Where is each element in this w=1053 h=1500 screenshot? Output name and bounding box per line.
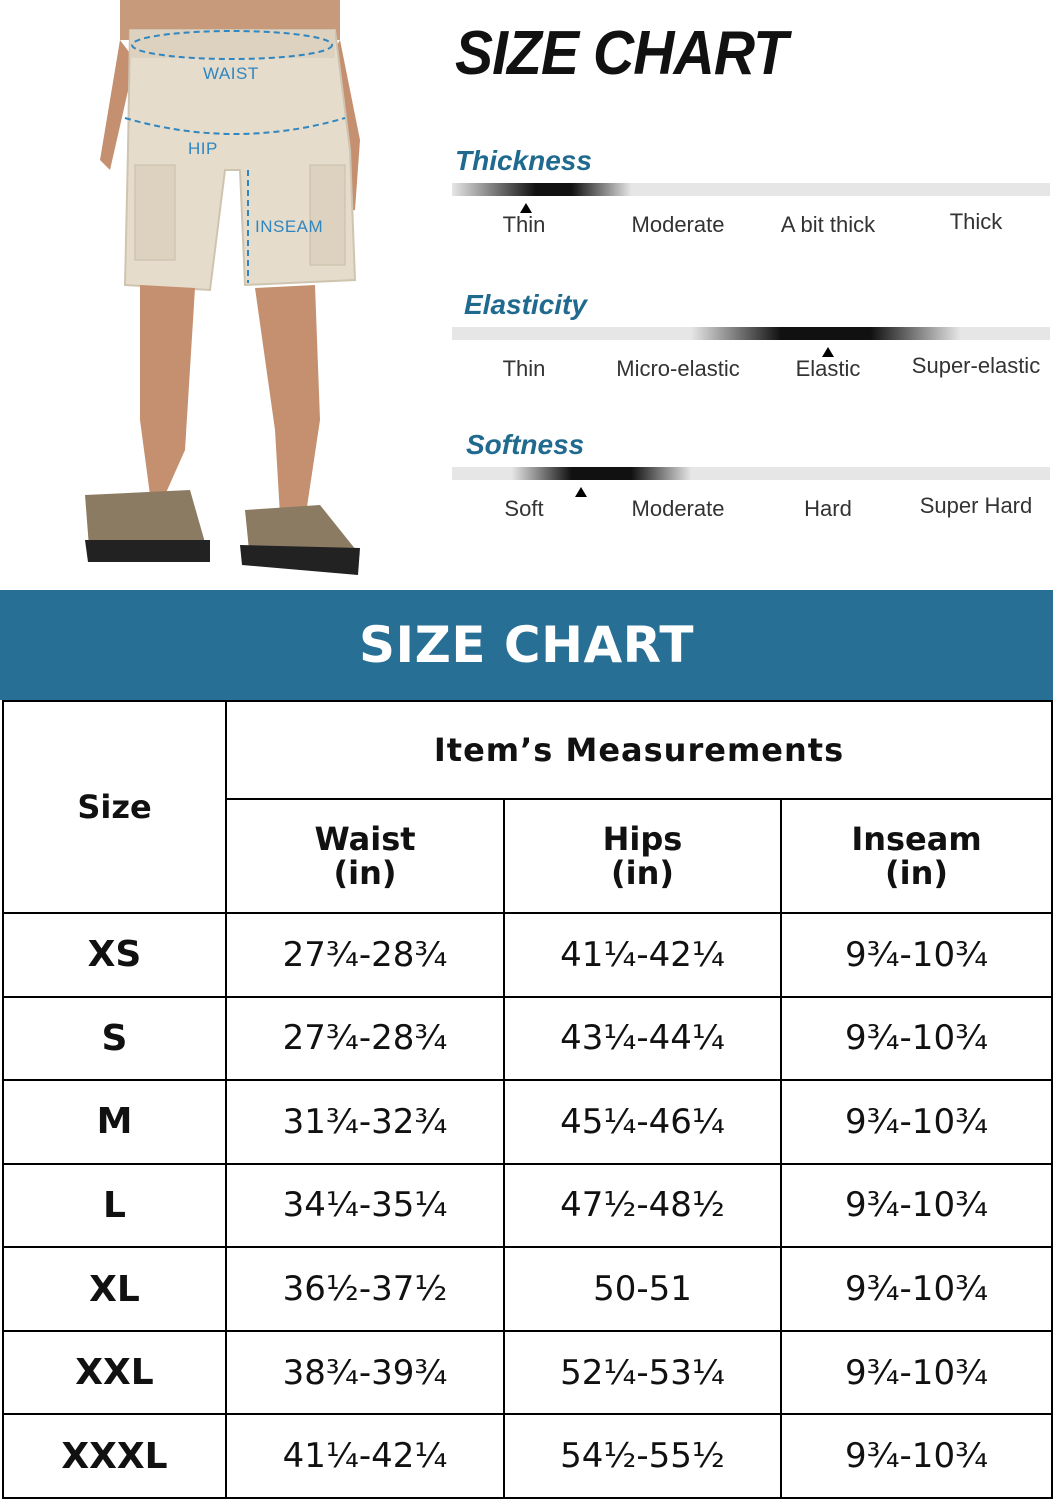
elasticity-option: Thin	[502, 356, 546, 381]
hip-label: HIP	[188, 139, 218, 158]
hips-column-header	[504, 799, 781, 913]
size-cell: S	[3, 997, 226, 1081]
inseam-cell: 9¾-10¾	[781, 1331, 1052, 1415]
thickness-option: Thin	[502, 212, 546, 237]
softness-title: Softness	[466, 429, 585, 460]
size-cell: L	[3, 1164, 226, 1248]
thickness-option: Thick	[949, 209, 1003, 234]
inseam-cell: 9¾-10¾	[781, 1080, 1052, 1164]
fabric-title: SIZE CHART	[455, 19, 788, 88]
table-row	[3, 1247, 1052, 1331]
thickness-bar	[452, 183, 1050, 196]
inseam-label: INSEAM	[255, 217, 324, 236]
table-row	[3, 1331, 1052, 1415]
hips-cell: 41¼-42¼	[504, 913, 781, 997]
softness-option: Moderate	[631, 496, 725, 521]
table-row	[3, 913, 1052, 997]
inseam-column-header	[781, 799, 1052, 913]
inseam-cell: 9¾-10¾	[781, 997, 1052, 1081]
softness-option: Hard	[804, 496, 852, 521]
inseam-header-name: Inseam	[851, 820, 982, 858]
waist-cell: 31¾-32¾	[226, 1080, 504, 1164]
elasticity-option: Micro-elastic	[616, 356, 740, 381]
waist-cell: 34¼-35¼	[226, 1164, 504, 1248]
inseam-cell: 9¾-10¾	[781, 1247, 1052, 1331]
size-cell: M	[3, 1080, 226, 1164]
softness-option: Super Hard	[919, 493, 1033, 518]
inseam-cell: 9¾-10¾	[781, 1414, 1052, 1498]
waist-header-unit: (in)	[333, 854, 397, 892]
hips-cell: 43¼-44¼	[504, 997, 781, 1081]
size-cell: XL	[3, 1247, 226, 1331]
softness-scale	[452, 429, 1050, 524]
measurements-group-header: Item’s Measurements	[226, 701, 1052, 799]
waist-label: WAIST	[203, 64, 259, 83]
hips-cell: 50-51	[504, 1247, 781, 1331]
shorts-model-image	[60, 0, 400, 585]
hips-cell: 54½-55½	[504, 1414, 781, 1498]
softness-option: Soft	[504, 496, 544, 521]
size-chart-banner: SIZE CHART	[0, 590, 1053, 700]
elasticity-title: Elasticity	[464, 289, 587, 320]
size-column-header: Size	[3, 701, 226, 913]
softness-bar	[452, 467, 1050, 480]
elasticity-option: Elastic	[795, 356, 861, 381]
size-cell: XS	[3, 913, 226, 997]
thickness-option: A bit thick	[780, 212, 876, 237]
hips-header-unit: (in)	[611, 854, 674, 892]
elasticity-bar	[452, 327, 1050, 340]
waist-cell: 27¾-28¾	[226, 913, 504, 997]
size-cell: XXL	[3, 1331, 226, 1415]
waist-cell: 36½-37½	[226, 1247, 504, 1331]
table-row	[3, 1080, 1052, 1164]
table-row	[3, 997, 1052, 1081]
table-row	[3, 1164, 1052, 1248]
size-table	[2, 700, 1053, 1499]
elasticity-option: Super-elastic	[911, 353, 1041, 378]
thickness-title: Thickness	[455, 145, 592, 176]
hips-cell: 45¼-46¼	[504, 1080, 781, 1164]
elasticity-scale	[452, 289, 1050, 384]
waist-header-name: Waist	[314, 820, 416, 858]
waist-cell: 38¾-39¾	[226, 1331, 504, 1415]
thickness-option: Moderate	[631, 212, 725, 237]
waist-column-header	[226, 799, 504, 913]
inseam-cell: 9¾-10¾	[781, 1164, 1052, 1248]
hips-cell: 47½-48½	[504, 1164, 781, 1248]
hips-cell: 52¼-53¼	[504, 1331, 781, 1415]
model-illustration	[60, 0, 400, 585]
thickness-scale	[452, 145, 1050, 240]
table-row	[3, 1414, 1052, 1498]
waist-cell: 41¼-42¼	[226, 1414, 504, 1498]
inseam-cell: 9¾-10¾	[781, 913, 1052, 997]
inseam-header-unit: (in)	[885, 854, 948, 892]
hips-header-name: Hips	[602, 820, 683, 858]
size-cell: XXXL	[3, 1414, 226, 1498]
waist-cell: 27¾-28¾	[226, 997, 504, 1081]
